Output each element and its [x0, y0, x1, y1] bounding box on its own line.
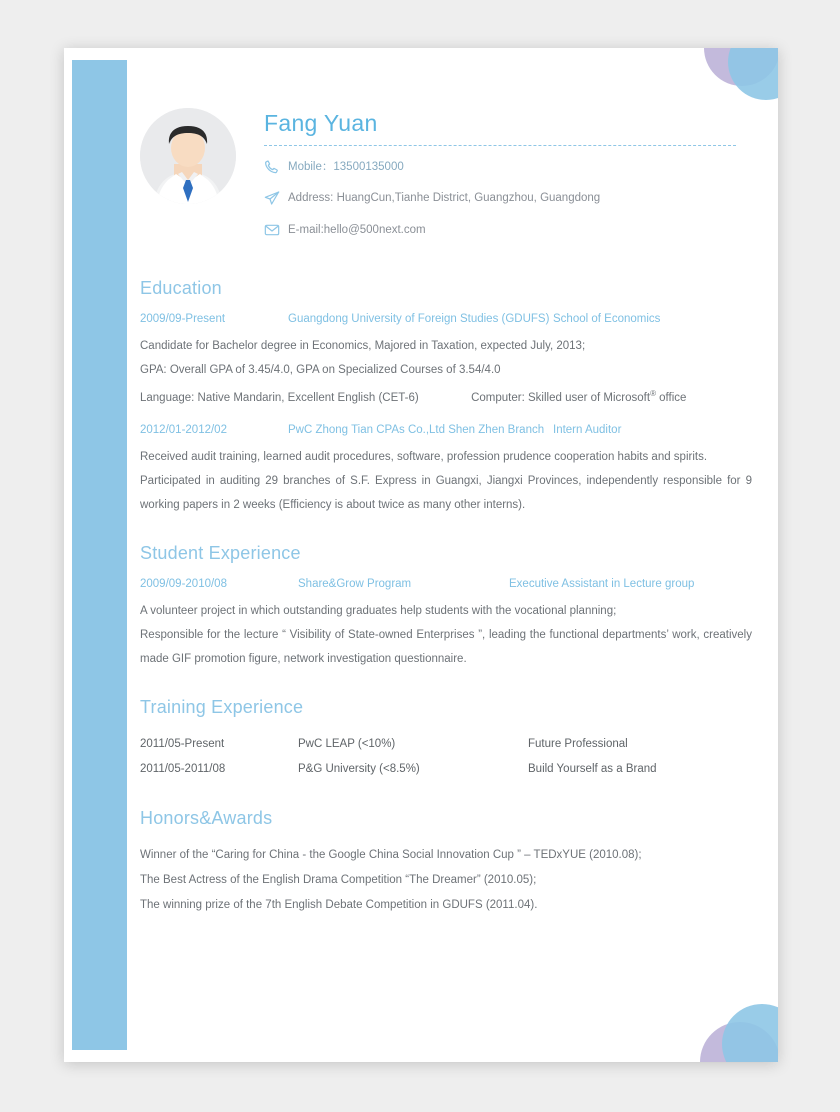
training-date: 2011/05-2011/08 [140, 762, 226, 775]
entry-line: Participated in auditing 29 branches of S.F. Express in Guangxi, Jiangxi Provinces, independently responsible for 9 working papers in 2 weeks (Efficiency is about twice as many other interns). [140, 474, 752, 511]
decor-circle-blue [728, 48, 778, 100]
entry-line: A volunteer project in which outstanding graduates help students with the vocational planning; [140, 604, 617, 617]
entry-date: 2012/01-2012/02 [140, 423, 227, 436]
entry-line: Received audit training, learned audit procedures, software, profession prudence cooperation habits and spirits. [140, 450, 708, 463]
entry-header [140, 424, 752, 436]
entry-date: 2009/09-Present [140, 313, 226, 325]
email-label: E-mail:hello@500next.com [288, 224, 426, 236]
resume-header [140, 96, 752, 252]
entry-date: 2009/09-2010/08 [140, 577, 227, 590]
mobile-label: Mobile：13500135000 [288, 161, 404, 173]
resume-sheet [64, 48, 778, 1062]
section-title-honors-awards: Honors&Awards [140, 807, 273, 828]
person-avatar-icon [140, 108, 236, 204]
entry-header [140, 313, 752, 325]
page-title: Fang Yuan [264, 110, 378, 136]
registered-mark: ® [650, 389, 656, 398]
address-label: Address: HuangCun,Tianhe District, Guangzhou, Guangdong [288, 192, 601, 204]
table-row [140, 732, 752, 757]
entry-header [140, 578, 752, 590]
section-title-training-experience: Training Experience [140, 696, 304, 717]
section-title-education: Education [140, 278, 222, 298]
decor-circle-blue [722, 1004, 778, 1062]
contact-address [264, 190, 600, 206]
bottom-right-decoration [692, 976, 778, 1062]
entry-line-language-computer [140, 382, 752, 410]
section-education [140, 278, 752, 517]
section-title-student-experience: Student Experience [140, 542, 301, 563]
award-line: Winner of the “Caring for China - the Google China Social Innovation Cup ” – TEDxYUE (2010.08); [140, 848, 642, 861]
header-divider [264, 145, 736, 146]
avatar [140, 108, 236, 204]
contact-email [264, 222, 426, 238]
entry-organization: Guangdong University of Foreign Studies (GDUFS) [288, 313, 550, 325]
envelope-icon [264, 222, 288, 238]
training-date: 2011/05-Present [140, 737, 225, 750]
contact-mobile [264, 158, 404, 174]
award-line: The Best Actress of the English Drama Competition “The Dreamer” (2010.05); [140, 873, 537, 886]
resume-content [140, 96, 752, 918]
training-role: Build Yourself as a Brand [528, 762, 657, 775]
entry-role: Executive Assistant in Lecture group [509, 577, 695, 590]
training-organization: PwC LEAP (<10%) [298, 737, 396, 750]
student-experience-entry-1 [140, 578, 752, 671]
computer-label-suffix: office [655, 391, 687, 404]
section-training-experience [140, 697, 752, 782]
phone-icon [264, 159, 288, 174]
training-organization: P&G University (<8.5%) [298, 762, 420, 775]
language-label: Language: Native Mandarin, Excellent English (CET-6) [140, 391, 419, 404]
table-row [140, 757, 752, 782]
entry-organization: PwC Zhong Tian CPAs Co.,Ltd Shen Zhen Branch [288, 423, 545, 436]
education-entry-2 [140, 424, 752, 517]
section-student-experience [140, 543, 752, 671]
computer-label: Computer: Skilled user of Microsoft [471, 391, 651, 404]
entry-line: Responsible for the lecture “ Visibility of State-owned Enterprises ”, leading the functional departments’ work, creatively made GIF promotion figure, network investigation questionnaire. [140, 628, 752, 665]
left-accent-bar [72, 60, 127, 1050]
entry-organization: Share&Grow Program [298, 577, 412, 590]
award-line: The winning prize of the 7th English Debate Competition in GDUFS (2011.04). [140, 898, 538, 911]
section-honors-awards [140, 808, 752, 918]
education-entry-1 [140, 313, 752, 410]
entry-role: Intern Auditor [553, 423, 622, 436]
entry-line: Candidate for Bachelor degree in Economics, Majored in Taxation, expected July, 2013; [140, 340, 586, 352]
entry-role: School of Economics [553, 313, 661, 325]
spacer [140, 410, 752, 424]
send-location-icon [264, 190, 288, 206]
entry-line: GPA: Overall GPA of 3.45/4.0, GPA on Specialized Courses of 3.54/4.0 [140, 364, 501, 376]
training-role: Future Professional [528, 737, 628, 750]
